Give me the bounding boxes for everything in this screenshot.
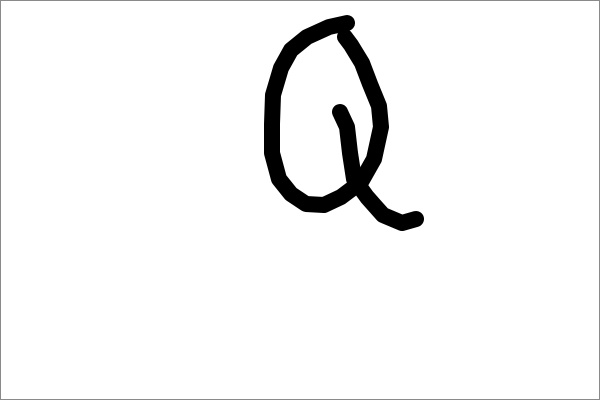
handwritten-q-drawing (1, 1, 599, 399)
q-loop-stroke (272, 23, 381, 205)
